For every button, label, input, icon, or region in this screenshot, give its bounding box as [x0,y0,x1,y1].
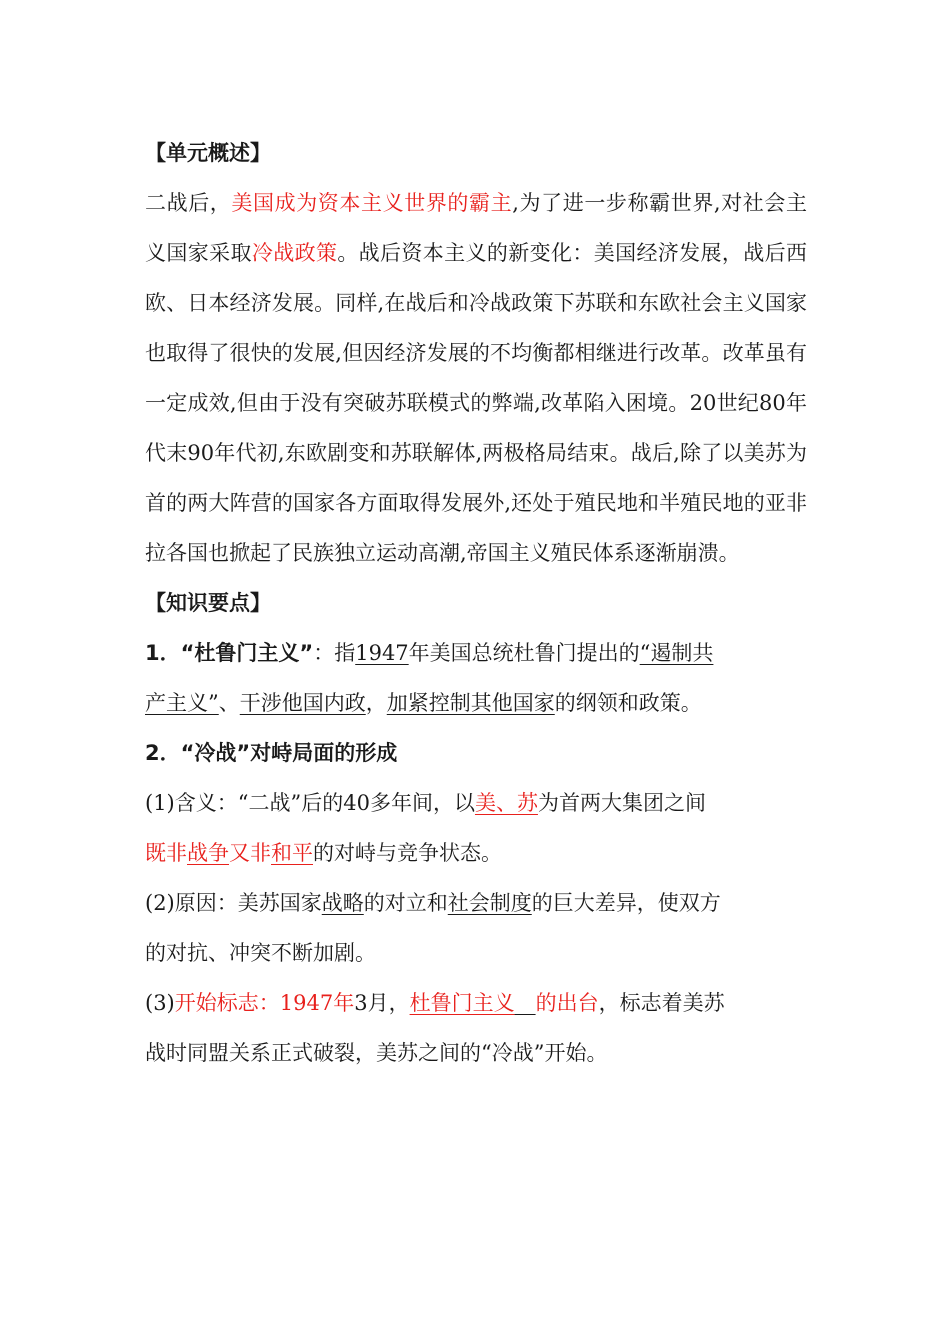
meaning-label: (1)含义：“二战”后的40多年间，以 [145,791,475,815]
point-2-cause-line-2: 的对抗、冲突不断加剧。 [145,941,376,965]
point-1-line-1 [145,628,807,678]
point-1-sep-1: 、 [218,691,240,715]
overview-text-1: 二战后， [145,191,232,215]
point-2-meaning-line-2 [145,828,807,878]
point-2-start-line-1 [145,978,807,1028]
overview-text-3: 。战后资本主义的新变化：美国经济发展，战后西欧、日本经济发展。同样,在战后和冷战政策下苏联和东欧社会主义国家也取得了很快的发展,但因经济发展的不均衡都相继进行改革。改革虽有一定成效,但由于没有突破苏联模式的弊端,改革陷入困境。20世纪80年代末90年代初,东欧剧变和苏联解体,两极格局结束。战后,除了以美苏为首的两大阵营的国家各方面取得发展外,还处于殖民地和半殖民地的亚非拉各国也掀起了民族独立运动高潮,帝国主义殖民体系逐渐崩溃。 [145,241,808,565]
cause-social-system: 社会制度 [447,891,532,915]
section-title-key-points: 【知识要点】 [145,591,271,615]
overview-text-2: ,为了进一步称霸世界,对社会主义国家采取 [145,191,808,265]
start-gap [515,991,536,1015]
document-page [145,128,807,1078]
start-sign-year-suffix: 年 [333,991,355,1015]
point-1-underline-containment-b: 产主义” [145,691,219,715]
cause-label: (2)原因：美苏国家 [145,891,322,915]
point-1-end: 的纲领和政策。 [554,691,702,715]
point-1-colon: ：指 [313,641,356,665]
start-introduction: 的出台 [535,991,599,1015]
cause-strategy: 战略 [321,891,364,915]
meaning-neither: 既非 [145,841,187,865]
start-month: 3月， [354,991,410,1015]
meaning-end: 的对峙与竞争状态。 [313,841,502,865]
point-1-underline-containment-a: “遏制共 [639,641,714,665]
overview-highlight-hegemon: 美国成为资本主义世界的霸主 [231,191,513,215]
point-1-underline-control: 加紧控制其他国家 [386,691,555,715]
meaning-peace: 和平 [271,841,313,865]
start-sign-year: 开始标志：1947 [174,991,334,1015]
point-1-underline-interference: 干涉他国内政 [239,691,366,715]
cause-mid: 的对立和 [363,891,448,915]
point-2-cause-line-1 [145,878,807,928]
start-label: (3) [145,991,175,1015]
point-2-heading: 2．“冷战”对峙局面的形成 [145,741,398,765]
cause-end: 的巨大差异，使双方 [531,891,721,915]
point-1-year: 1947 [355,641,409,665]
point-1-heading: 1．“杜鲁门主义” [145,641,314,665]
point-1-sep-2: ， [365,691,387,715]
meaning-us-ussr: 美、苏 [474,791,538,815]
overview-paragraph [145,178,807,578]
meaning-war: 战争 [187,841,229,865]
meaning-mid: 为首两大集团之间 [537,791,706,815]
point-2-start-line-2: 战时同盟关系正式破裂，美苏之间的“冷战”开始。 [145,1041,608,1065]
section-title-overview: 【单元概述】 [145,141,271,165]
point-1-text: 年美国总统杜鲁门提出的 [408,641,640,665]
meaning-nor: 又非 [229,841,271,865]
start-end: ，标志着美苏 [598,991,725,1015]
point-1-line-2 [145,678,807,728]
point-2-meaning-line-1 [145,778,807,828]
start-truman-doctrine: 杜鲁门主义 [409,991,515,1015]
overview-highlight-coldwar-policy: 冷战政策 [251,241,338,265]
